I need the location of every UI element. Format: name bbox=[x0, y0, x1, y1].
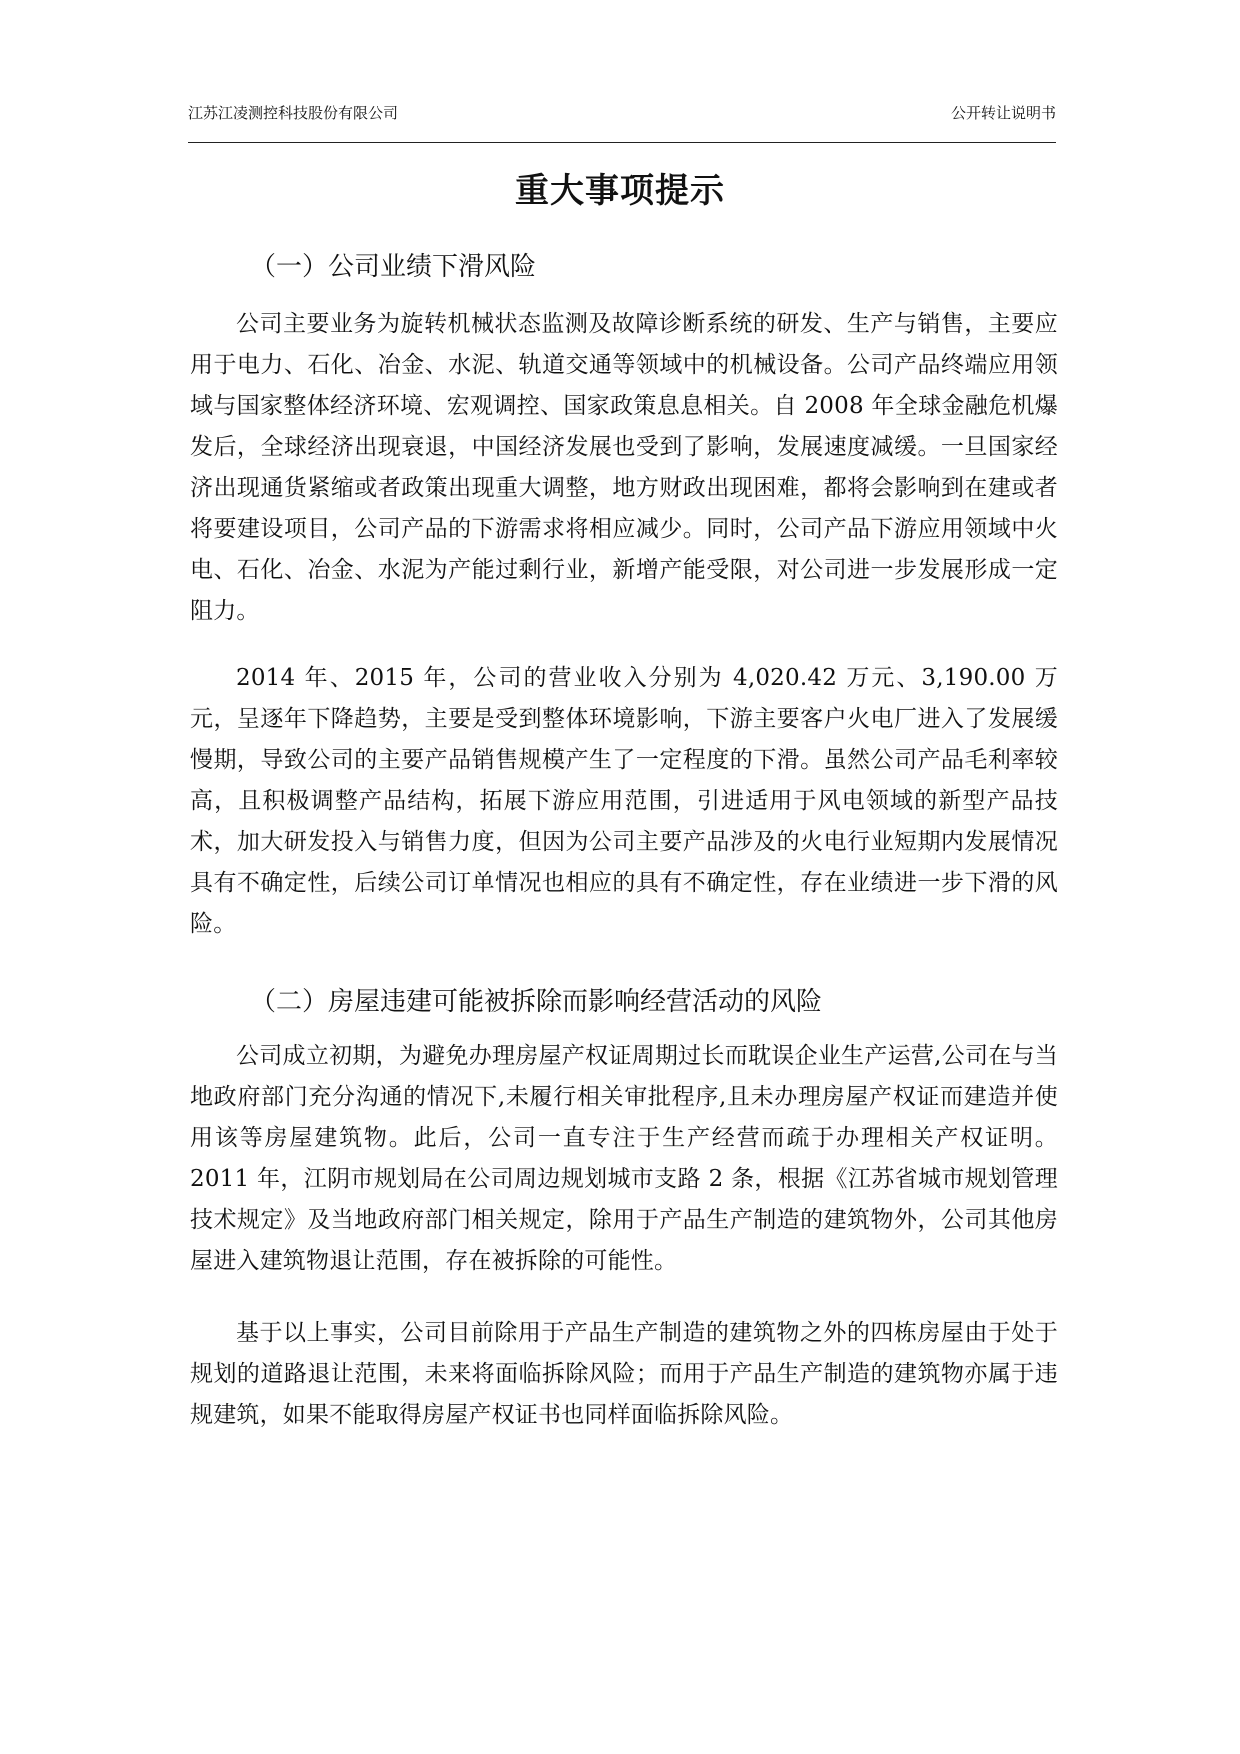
section-1-paragraph-1: 公司主要业务为旋转机械状态监测及故障诊断系统的研发、生产与销售，主要应用于电力、石化、冶金、水泥、轨道交通等领域中的机械设备。公司产品终端应用领域与国家整体经济环境、宏观调控、国家政策息息相关。自 2008 年全球金融危机爆发后，全球经济出现衰退，中国经济发展也受到了影响，发展速度减缓。一旦国家经济出现通货紧缩或者政策出现重大调整，地方财政出现困难，都将会影响到在建或者将要建设项目，公司产品的下游需求将相应减少。同时，公司产品下游应用领域中火电、石化、冶金、水泥为产能过剩行业，新增产能受限，对公司进一步发展形成一定阻力。 bbox=[190, 311, 1058, 624]
page-header bbox=[188, 102, 1056, 143]
section-heading-1: （一）公司业绩下滑风险 bbox=[250, 252, 537, 282]
section-heading-2: （二）房屋违建可能被拆除而影响经营活动的风险 bbox=[250, 987, 823, 1017]
section-2-paragraph-2: 基于以上事实，公司目前除用于产品生产制造的建筑物之外的四栋房屋由于处于规划的道路退让范围，未来将面临拆除风险；而用于产品生产制造的建筑物亦属于违规建筑，如果不能取得房屋产权证书也同样面临拆除风险。 bbox=[190, 1320, 1058, 1428]
section-2-paragraph-1: 公司成立初期，为避免办理房屋产权证周期过长而耽误企业生产运营,公司在与当地政府部门充分沟通的情况下,未履行相关审批程序,且未办理房屋产权证而建造并使用该等房屋建筑物。此后，公司一直专注于生产经营而疏于办理相关产权证明。2011 年，江阴市规划局在公司周边规划城市支路 2 条，根据《江苏省城市规划管理技术规定》及当地政府部门相关规定，除用于产品生产制造的建筑物外，公司其他房屋进入建筑物退让范围，存在被拆除的可能性。 bbox=[190, 1043, 1058, 1274]
page-title: 重大事项提示 bbox=[515, 171, 725, 211]
header-company-name: 江苏江凌测控科技股份有限公司 bbox=[188, 104, 399, 122]
section-1-paragraph-2: 2014 年、2015 年，公司的营业收入分别为 4,020.42 万元、3,190.00 万元，呈逐年下降趋势，主要是受到整体环境影响，下游主要客户火电厂进入了发展缓慢期，导致公司的主要产品销售规模产生了一定程度的下滑。虽然公司产品毛利率较高，且积极调整产品结构，拓展下游应用范围，引进适用于风电领域的新型产品技术，加大研发投入与销售力度，但因为公司主要产品涉及的火电行业短期内发展情况具有不确定性，后续公司订单情况也相应的具有不确定性，存在业绩进一步下滑的风险。 bbox=[190, 665, 1058, 937]
header-document-type: 公开转让说明书 bbox=[950, 104, 1056, 122]
